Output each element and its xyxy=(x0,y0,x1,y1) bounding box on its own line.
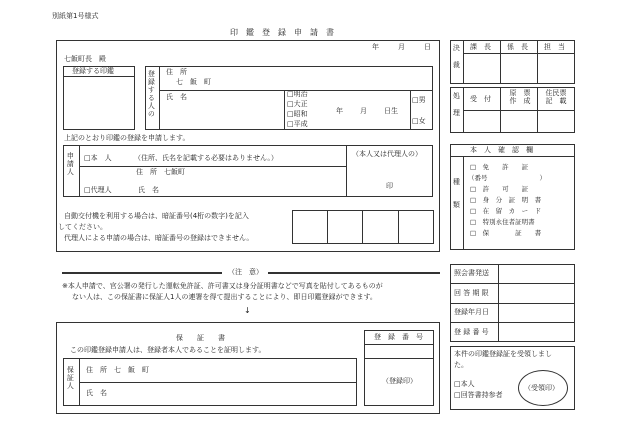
era-heisei[interactable]: □平成 xyxy=(287,120,308,128)
guarantee-title: 保 証 書 xyxy=(176,334,225,342)
apply-statement: 上記のとおり印鑑の登録を申請します。 xyxy=(64,134,190,142)
self-note: （住所、氏名を記載する必要はありません。） xyxy=(134,154,278,162)
guarantor-address-label: 住 所 七 飯 町 xyxy=(86,366,149,374)
identity-id-card[interactable]: □ 身 分 証 明 書 xyxy=(470,196,542,204)
office-row-reg-date: 登録年月日 xyxy=(454,308,489,316)
notice-text-1: ※本人申請で、官公署の発行した運転免許証、許可書又は身分証明書などで写真を貼付してあるものが xyxy=(62,282,383,290)
seal-box-label: 登録する印鑑 xyxy=(72,67,114,75)
form-title: 印 鑑 登 録 申 請 書 xyxy=(230,28,334,37)
who-label: （本人又は代理人の） xyxy=(352,150,422,158)
era-taisho[interactable]: □大正 xyxy=(287,100,308,108)
guarantor-name-label: 氏 名 xyxy=(86,389,107,397)
receipt-statement-2: た。 xyxy=(454,361,468,369)
era-showa[interactable]: □昭和 xyxy=(287,110,308,118)
reg-seal-label: （登録印） xyxy=(382,377,417,385)
date-month-label: 月 xyxy=(398,43,405,51)
identity-license-number: （番号 ） xyxy=(468,174,546,182)
identity-guarantee[interactable]: □ 保 証 書 xyxy=(470,229,542,237)
date-year-label: 年 xyxy=(372,43,379,51)
office-row-reg-number: 登 録 番 号 xyxy=(454,328,489,336)
applicant-label: 申請人 xyxy=(66,152,75,176)
identity-residence-card[interactable]: □ 在 留 カ ー ド xyxy=(470,207,542,215)
registrant-label: 登録する人の xyxy=(147,70,156,118)
addressee: 七飯町長 殿 xyxy=(64,55,106,63)
pin-boxes[interactable] xyxy=(292,210,434,244)
office-row-deadline: 回 答 期 限 xyxy=(454,289,489,297)
notice-title: （注 意） xyxy=(228,268,263,276)
era-meiji[interactable]: □明治 xyxy=(287,90,308,98)
processing-header-2: 原 票 作 成 xyxy=(509,89,531,106)
name-label: 氏 名 xyxy=(166,93,187,101)
pin-note-2: してください。 xyxy=(58,223,107,231)
identity-license[interactable]: □ 免 許 証 xyxy=(470,163,529,171)
sex-male[interactable]: □男 xyxy=(412,96,426,104)
pin-note-3: 代理人による申請の場合は、暗証番号の登録はできません。 xyxy=(64,234,254,242)
receipt-option-self[interactable]: □本人 xyxy=(454,380,475,388)
seal-mark: 印 xyxy=(386,182,393,190)
address-town: 七 飯 町 xyxy=(176,78,211,86)
arrow-down-icon: ↓ xyxy=(244,306,251,315)
identity-side-label: 種類 xyxy=(452,178,461,224)
notice-text-2: ない人は、この保証書に保証人1人の連署を得て提出することにより、即日印鑑登録ができます。 xyxy=(72,293,377,301)
receipt-statement-1: 本件の印鑑登録証を受領しまし xyxy=(454,350,552,358)
guarantee-statement: この印鑑登録申請人は、登録者本人であることを証明します。 xyxy=(70,346,266,354)
pin-note-1: 自動交付機を利用する場合は、暗証番号(4桁の数字)を記入 xyxy=(64,212,249,220)
approval-header-2: 係 長 xyxy=(507,43,528,51)
processing-header-3: 住民票 記 載 xyxy=(545,89,567,106)
identity-special-permanent[interactable]: □ 特別永住者証明書 xyxy=(470,218,535,226)
guarantor-reg-box xyxy=(364,330,434,406)
approval-header-3: 担 当 xyxy=(544,43,565,51)
guarantor-label: 保証人 xyxy=(66,366,75,390)
approval-side-label: 決裁 xyxy=(452,44,461,78)
proxy-name-label: 氏 名 xyxy=(138,186,159,194)
proxy-address-label: 住 所 七飯町 xyxy=(136,168,185,176)
processing-side-label: 処理 xyxy=(452,92,461,126)
address-label: 住 所 xyxy=(166,68,187,76)
birth-day-label: 日生 xyxy=(384,107,398,115)
approval-header-1: 課 長 xyxy=(470,43,491,51)
self-option[interactable]: □本 人 xyxy=(84,154,112,162)
sex-female[interactable]: □女 xyxy=(412,117,426,125)
reg-number-label: 登 録 番 号 xyxy=(374,333,423,341)
office-row-inquiry: 照会書発送 xyxy=(454,269,489,277)
receipt-option-bearer[interactable]: □回答書持参者 xyxy=(454,391,503,399)
receipt-seal-label: （受領印） xyxy=(524,384,559,392)
date-day-label: 日 xyxy=(424,43,431,51)
identity-permit[interactable]: □ 許 可 証 xyxy=(470,185,529,193)
processing-header-1: 受 付 xyxy=(470,95,491,103)
birth-month-label: 月 xyxy=(360,107,367,115)
form-number: 別紙第1号様式 xyxy=(52,12,99,20)
birth-year-label: 年 xyxy=(336,107,343,115)
proxy-option[interactable]: □代理人 xyxy=(84,186,112,194)
identity-header: 本 人 確 認 欄 xyxy=(470,146,533,154)
